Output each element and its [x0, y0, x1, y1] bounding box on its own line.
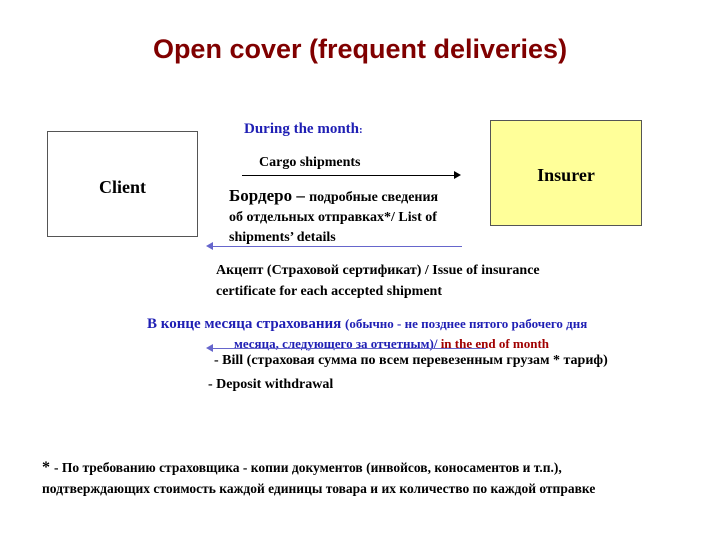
client-box [47, 131, 198, 237]
bordero-return-arrow-head [206, 242, 213, 250]
end-of-month-text: В конце месяца страхования (обычно - не позднее пятого рабочего дня месяца, следующего за отчетным)/ in the end of month [147, 316, 588, 351]
insurer-box [490, 120, 642, 226]
during-month-label: During the month: [244, 121, 363, 137]
cargo-arrow-head [454, 171, 461, 179]
footnote: * - По требованию страховщика - копии документов (инвойсов, коносаментов и т.п.), подтверждающих стоимость каждой единицы товара и их количество по каждой отправке [42, 459, 596, 496]
page-title: Open cover (frequent deliveries) [152, 34, 568, 64]
cargo-arrow [242, 175, 455, 176]
cargo-shipments-label: Cargo shipments [259, 155, 361, 170]
end-month-arrow [212, 348, 486, 349]
client-label: Client [99, 177, 146, 197]
insurer-label: Insurer [537, 165, 595, 185]
end-month-arrow-head [206, 344, 213, 352]
deposit-text: - Deposit withdrawal [208, 377, 334, 392]
bordero-text: Бордеро – подробные сведения об отдельных отправках*/ List of shipments’ details [229, 186, 439, 245]
bill-text: - Bill (страховая сумма по всем перевезенным грузам * тариф) [214, 353, 608, 368]
accept-text: Акцепт (Страховой сертификат) / Issue of insurance certificate for each accepted shipment [216, 263, 540, 299]
bordero-return-arrow [212, 246, 462, 247]
